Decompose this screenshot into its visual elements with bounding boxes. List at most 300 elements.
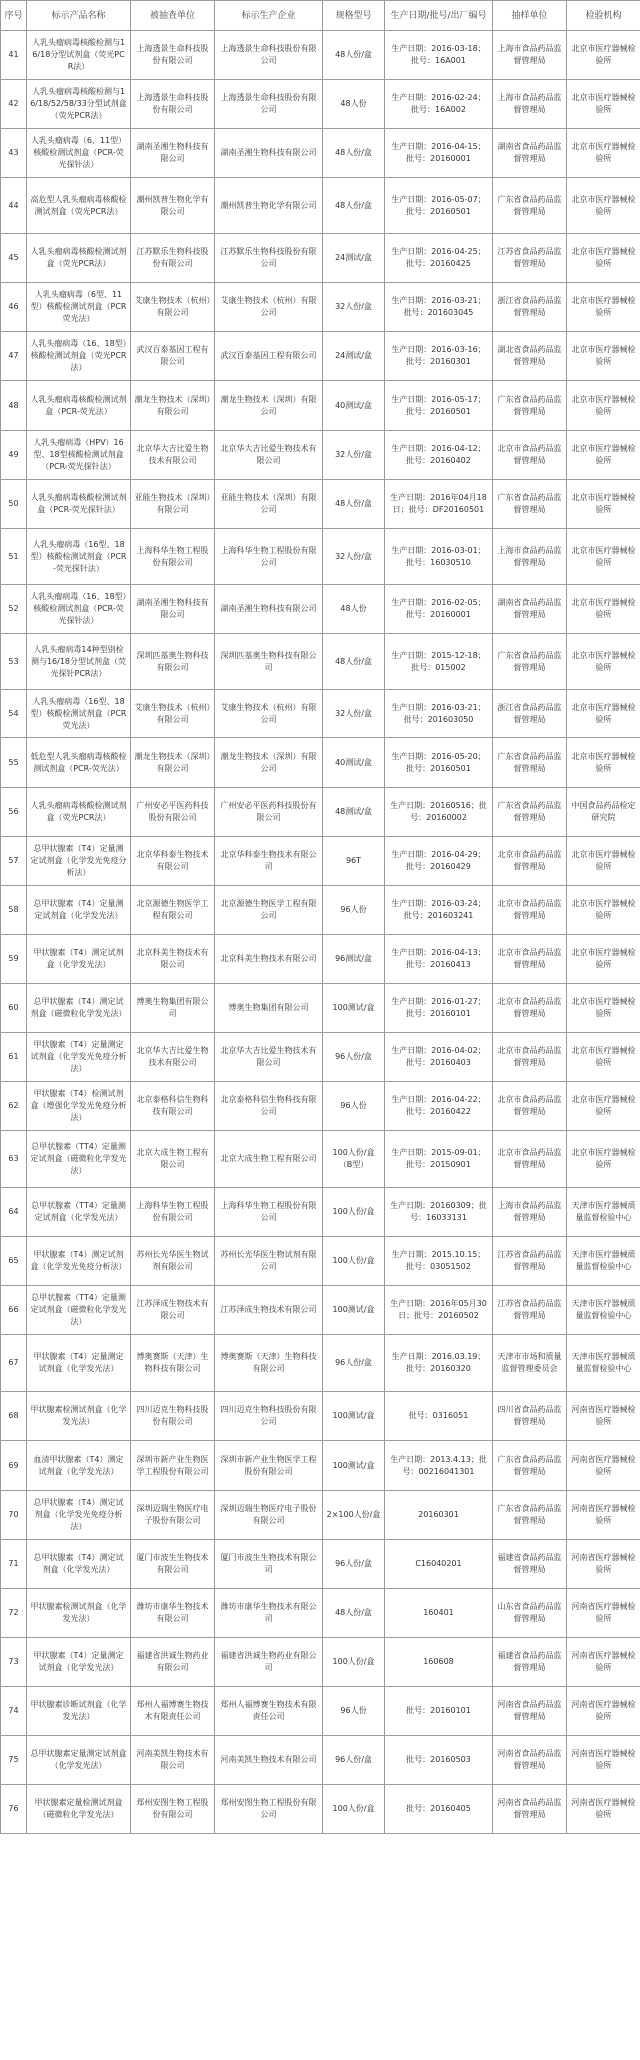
cell-product-name: 甲状腺素（T4）定量测定试剂盒（化学发光法）: [27, 1638, 131, 1687]
cell-spec: 40测试/盒: [323, 738, 385, 788]
cell-product-name: 人乳头瘤病毒核酸检测试剂盒（荧光PCR法）: [27, 234, 131, 283]
cell-manufacturer: 上海透景生命科技股份有限公司: [215, 31, 323, 80]
cell-seq: 70: [1, 1491, 27, 1540]
cell-manufacturer: 苏州长光华医生物试剂有限公司: [215, 1237, 323, 1286]
cell-manufacturer: 湖南圣湘生物科技有限公司: [215, 585, 323, 634]
cell-batch: 生产日期：2016-02-05；批号：20160001: [385, 585, 493, 634]
cell-seq: 67: [1, 1335, 27, 1392]
cell-inspected-unit: 河南美凯生物技术有限公司: [131, 1736, 215, 1785]
cell-seq: 62: [1, 1082, 27, 1131]
cell-inspected-unit: 广州安必平医药科技股份有限公司: [131, 788, 215, 837]
cell-inspected-unit: 北京科美生物技术有限公司: [131, 935, 215, 984]
cell-product-name: 总甲状腺素（TT4）定量测定试剂盒（磁微粒化学发光法）: [27, 1286, 131, 1335]
cell-batch: 生产日期：2016-04-15；批号：20160001: [385, 129, 493, 178]
cell-lab: 北京市医疗器械检验所: [567, 480, 640, 529]
cell-manufacturer: 艾康生物技术（杭州）有限公司: [215, 690, 323, 738]
cell-manufacturer: 武汉百泰基因工程有限公司: [215, 332, 323, 381]
cell-spec: 96人份/盒: [323, 1736, 385, 1785]
table-row: [1, 1392, 640, 1441]
cell-spec: 96测试/盒: [323, 935, 385, 984]
cell-seq: 54: [1, 690, 27, 738]
cell-product-name: 甲状腺素（T4）检测试剂盒（增强化学发光免疫分析法）: [27, 1082, 131, 1131]
cell-batch: 20160301: [385, 1491, 493, 1540]
cell-lab: 北京市医疗器械检验所: [567, 1082, 640, 1131]
cell-manufacturer: 北京华大吉比爱生物技术有限公司: [215, 431, 323, 480]
table-row: [1, 80, 640, 129]
cell-lab: 北京市医疗器械检验所: [567, 129, 640, 178]
cell-spec: 32人份/盒: [323, 283, 385, 332]
cell-spec: 96人份/盒: [323, 1540, 385, 1589]
cell-batch: 生产日期：20160516；批号：20160002: [385, 788, 493, 837]
cell-lab: 北京市医疗器械检验所: [567, 381, 640, 431]
table-row: [1, 585, 640, 634]
cell-inspected-unit: 北京华大吉比爱生物技术有限公司: [131, 1033, 215, 1082]
cell-product-name: 甲状腺素（T4）定量测定试剂盒（化学发光法）: [27, 1335, 131, 1392]
cell-batch: 生产日期：2015.10.15；批号：03051502: [385, 1237, 493, 1286]
table-row: [1, 332, 640, 381]
table-row: [1, 480, 640, 529]
cell-seq: 43: [1, 129, 27, 178]
cell-lab: 北京市医疗器械检验所: [567, 886, 640, 935]
cell-spec: 32人份/盒: [323, 529, 385, 585]
cell-manufacturer: 深圳市新产业生物医学工程股份有限公司: [215, 1441, 323, 1491]
cell-manufacturer: 北京科美生物技术有限公司: [215, 935, 323, 984]
table-row: [1, 1736, 640, 1785]
header-manufacturer: 标示生产企业: [215, 1, 323, 31]
cell-batch: 160401: [385, 1589, 493, 1638]
cell-product-name: 总甲状腺素（T4）测定试剂盒（磁微粒化学发光法）: [27, 984, 131, 1033]
cell-batch: 生产日期：2016-03-01；批号：16030510: [385, 529, 493, 585]
cell-sampling-unit: 江苏省食品药品监督管理局: [493, 1286, 567, 1335]
cell-spec: 48人份: [323, 80, 385, 129]
cell-product-name: 人乳头瘤病毒（16型、18型）核酸检测试剂盒（PCR-荧光探针法）: [27, 529, 131, 585]
cell-sampling-unit: 北京市食品药品监督管理局: [493, 886, 567, 935]
cell-manufacturer: 亚能生物技术（深圳）有限公司: [215, 480, 323, 529]
table-row: [1, 129, 640, 178]
cell-lab: 北京市医疗器械检验所: [567, 837, 640, 886]
cell-inspected-unit: 潮州凯普生物化学有限公司: [131, 178, 215, 234]
cell-sampling-unit: 天津市市场和质量监督管理委员会: [493, 1335, 567, 1392]
header-inspected-unit: 被抽查单位: [131, 1, 215, 31]
cell-manufacturer: 广州安必平医药科技股份有限公司: [215, 788, 323, 837]
cell-product-name: 总甲状腺素（T4）定量测定试剂盒（化学发光免疫分析法）: [27, 837, 131, 886]
cell-sampling-unit: 江苏省食品药品监督管理局: [493, 1237, 567, 1286]
cell-spec: 32人份/盒: [323, 431, 385, 480]
cell-inspected-unit: 北京华大吉比爱生物技术有限公司: [131, 431, 215, 480]
cell-lab: 天津市医疗器械质量监督检验中心: [567, 1335, 640, 1392]
cell-spec: 48人份/盒: [323, 31, 385, 80]
cell-lab: 北京市医疗器械检验所: [567, 283, 640, 332]
cell-inspected-unit: 潍坊市康华生物技术有限公司: [131, 1589, 215, 1638]
cell-batch: C16040201: [385, 1540, 493, 1589]
cell-inspected-unit: 江苏泽成生物技术有限公司: [131, 1286, 215, 1335]
cell-spec: 48人份/盒: [323, 634, 385, 690]
cell-inspected-unit: 厦门市波生生物技术有限公司: [131, 1540, 215, 1589]
cell-inspected-unit: 潮龙生物技术（深圳）有限公司: [131, 738, 215, 788]
cell-inspected-unit: 艾康生物技术（杭州）有限公司: [131, 283, 215, 332]
cell-seq: 42: [1, 80, 27, 129]
cell-product-name: 甲状腺素定量检测试剂盒（磁微粒化学发光法）: [27, 1785, 131, 1834]
cell-product-name: 血清甲状腺素（T4）测定试剂盒（化学发光法）: [27, 1441, 131, 1491]
cell-product-name: 人乳头瘤病毒（6、11型）核酸检测试剂盒（PCR-荧光探针法）: [27, 129, 131, 178]
cell-lab: 北京市医疗器械检验所: [567, 234, 640, 283]
cell-seq: 41: [1, 31, 27, 80]
table-body: [1, 31, 640, 1834]
table-row: [1, 984, 640, 1033]
cell-batch: 生产日期：2016年05月30日；批号：20160502: [385, 1286, 493, 1335]
cell-lab: 河南省医疗器械检验所: [567, 1638, 640, 1687]
cell-spec: 24测试/盒: [323, 332, 385, 381]
cell-batch: 生产日期：2016-03-16；批号：20160301: [385, 332, 493, 381]
cell-batch: 生产日期：2016-01-27；批号：20160101: [385, 984, 493, 1033]
cell-manufacturer: 博奥赛斯（天津）生物科技有限公司: [215, 1335, 323, 1392]
cell-batch: 生产日期：2013.4.13；批号：00216041301: [385, 1441, 493, 1491]
cell-seq: 64: [1, 1188, 27, 1237]
cell-inspected-unit: 上海透景生命科技股份有限公司: [131, 31, 215, 80]
cell-inspected-unit: 湖南圣湘生物科技有限公司: [131, 585, 215, 634]
cell-lab: 天津市医疗器械质量监督检验中心: [567, 1286, 640, 1335]
cell-lab: 北京市医疗器械检验所: [567, 431, 640, 480]
cell-seq: 75: [1, 1736, 27, 1785]
cell-product-name: 甲状腺素（T4）定量测定试剂盒（化学发光免疫分析法）: [27, 1033, 131, 1082]
cell-batch: 生产日期：2016年04月18日；批号：DF20160501: [385, 480, 493, 529]
cell-lab: 河南省医疗器械检验所: [567, 1785, 640, 1834]
cell-spec: 100测试/盒: [323, 1392, 385, 1441]
cell-lab: 河南省医疗器械检验所: [567, 1392, 640, 1441]
cell-sampling-unit: 河南省食品药品监督管理局: [493, 1687, 567, 1736]
cell-lab: 中国食品药品检定研究院: [567, 788, 640, 837]
cell-spec: 100测试/盒: [323, 1441, 385, 1491]
header-lab: 检验机构: [567, 1, 640, 31]
cell-batch: 生产日期：2016-03-18；批号：16A001: [385, 31, 493, 80]
cell-batch: 批号：20160405: [385, 1785, 493, 1834]
cell-seq: 59: [1, 935, 27, 984]
cell-manufacturer: 郑州安图生物工程股份有限公司: [215, 1785, 323, 1834]
cell-batch: 生产日期：2016-04-12；批号：20160402: [385, 431, 493, 480]
table-row: [1, 1589, 640, 1638]
cell-sampling-unit: 广东省食品药品监督管理局: [493, 480, 567, 529]
cell-inspected-unit: 上海科华生物工程股份有限公司: [131, 1188, 215, 1237]
cell-product-name: 甲状腺素检测试剂盒（化学发光法）: [27, 1589, 131, 1638]
table-row: [1, 837, 640, 886]
header-seq: 序号: [1, 1, 27, 31]
cell-product-name: 总甲状腺素（T4）测定试剂盒（化学发光免疫分析法）: [27, 1491, 131, 1540]
cell-manufacturer: 潮州凯普生物化学有限公司: [215, 178, 323, 234]
cell-seq: 63: [1, 1131, 27, 1188]
cell-product-name: 人乳头瘤病毒核酸检测与16/18分型试剂盒（荧光PCR法）: [27, 31, 131, 80]
cell-sampling-unit: 福建省食品药品监督管理局: [493, 1638, 567, 1687]
table-row: [1, 1491, 640, 1540]
cell-manufacturer: 潮龙生物技术（深圳）有限公司: [215, 381, 323, 431]
cell-seq: 57: [1, 837, 27, 886]
cell-product-name: 总甲状腺素（T4）测定试剂盒（化学发光法）: [27, 1540, 131, 1589]
cell-inspected-unit: 深圳市新产业生物医学工程股份有限公司: [131, 1441, 215, 1491]
cell-sampling-unit: 四川省食品药品监督管理局: [493, 1392, 567, 1441]
cell-spec: 48人份/盒: [323, 178, 385, 234]
cell-manufacturer: 深圳匹基奥生物科技有限公司: [215, 634, 323, 690]
table-row: [1, 234, 640, 283]
cell-sampling-unit: 广东省食品药品监督管理局: [493, 1491, 567, 1540]
cell-spec: 48人份: [323, 585, 385, 634]
cell-sampling-unit: 上海市食品药品监督管理局: [493, 1188, 567, 1237]
header-batch: 生产日期/批号/出厂编号: [385, 1, 493, 31]
cell-lab: 河南省医疗器械检验所: [567, 1441, 640, 1491]
table-row: [1, 529, 640, 585]
table-header-row: [1, 1, 640, 31]
table-row: [1, 690, 640, 738]
cell-product-name: 人乳头瘤病毒（HPV）16型、18型核酸检测试剂盒（PCR-荧光探针法）: [27, 431, 131, 480]
cell-seq: 44: [1, 178, 27, 234]
cell-inspected-unit: 四川迈克生物科技股份有限公司: [131, 1392, 215, 1441]
cell-lab: 北京市医疗器械检验所: [567, 332, 640, 381]
table-row: [1, 431, 640, 480]
cell-batch: 生产日期：2016-04-22；批号：20160422: [385, 1082, 493, 1131]
cell-product-name: 人乳头瘤病毒（16、18型）核酸检测试剂盒（PCR-荧光探针法）: [27, 585, 131, 634]
cell-spec: 96人份: [323, 1082, 385, 1131]
cell-inspected-unit: 苏州长光华医生物试剂有限公司: [131, 1237, 215, 1286]
cell-spec: 2×100人份/盒: [323, 1491, 385, 1540]
cell-manufacturer: 北京华科泰生物技术有限公司: [215, 837, 323, 886]
cell-lab: 北京市医疗器械检验所: [567, 738, 640, 788]
table-row: [1, 1687, 640, 1736]
cell-lab: 河南省医疗器械检验所: [567, 1589, 640, 1638]
cell-sampling-unit: 广东省食品药品监督管理局: [493, 178, 567, 234]
cell-inspected-unit: 上海透景生命科技股份有限公司: [131, 80, 215, 129]
cell-manufacturer: 博奥生物集团有限公司: [215, 984, 323, 1033]
cell-manufacturer: 上海科华生物工程股份有限公司: [215, 529, 323, 585]
cell-spec: 100测试/盒: [323, 1286, 385, 1335]
cell-batch: 生产日期：2016-03-24；批号：201603241: [385, 886, 493, 935]
cell-spec: 48人份/盒: [323, 480, 385, 529]
cell-batch: 生产日期：2015-12-18；批号：015002: [385, 634, 493, 690]
cell-sampling-unit: 湖南省食品药品监督管理局: [493, 585, 567, 634]
cell-inspected-unit: 上海科华生物工程股份有限公司: [131, 529, 215, 585]
cell-product-name: 人乳头瘤病毒（16、18型）核酸检测试剂盒（荧光PCR法）: [27, 332, 131, 381]
cell-product-name: 人乳头瘤病毒核酸检测试剂盒（PCR-荧光法）: [27, 381, 131, 431]
table-row: [1, 1286, 640, 1335]
cell-spec: 96人份/盒: [323, 1335, 385, 1392]
cell-seq: 52: [1, 585, 27, 634]
cell-sampling-unit: 浙江省食品药品监督管理局: [493, 690, 567, 738]
cell-manufacturer: 福建省洪诚生物药业有限公司: [215, 1638, 323, 1687]
cell-lab: 河南省医疗器械检验所: [567, 1736, 640, 1785]
cell-product-name: 低危型人乳头瘤病毒核酸检测试剂盒（PCR-荧光法）: [27, 738, 131, 788]
cell-lab: 北京市医疗器械检验所: [567, 634, 640, 690]
cell-product-name: 高危型人乳头瘤病毒核酸检测试剂盒（荧光PCR法）: [27, 178, 131, 234]
cell-product-name: 人乳头瘤病毒核酸检测与16/18/52/58/33分型试剂盒（荧光PCR法）: [27, 80, 131, 129]
cell-product-name: 人乳头瘤病毒核酸检测试剂盒（PCR-荧光探针法）: [27, 480, 131, 529]
table-row: [1, 1188, 640, 1237]
cell-spec: 48人份/盒: [323, 129, 385, 178]
cell-lab: 河南省医疗器械检验所: [567, 1687, 640, 1736]
cell-seq: 55: [1, 738, 27, 788]
cell-spec: 24测试/盒: [323, 234, 385, 283]
cell-batch: 生产日期：2016-05-17；批号：20160501: [385, 381, 493, 431]
header-sampling-unit: 抽样单位: [493, 1, 567, 31]
cell-spec: 100人份/盒: [323, 1237, 385, 1286]
cell-lab: 北京市医疗器械检验所: [567, 984, 640, 1033]
cell-product-name: 总甲状腺素（TT4）定量测定试剂盒（化学发光法）: [27, 1188, 131, 1237]
cell-batch: 160608: [385, 1638, 493, 1687]
cell-seq: 48: [1, 381, 27, 431]
cell-inspected-unit: 深圳匹基奥生物科技有限公司: [131, 634, 215, 690]
cell-manufacturer: 江苏泽成生物技术有限公司: [215, 1286, 323, 1335]
table-row: [1, 1335, 640, 1392]
cell-seq: 53: [1, 634, 27, 690]
cell-sampling-unit: 江苏省食品药品监督管理局: [493, 234, 567, 283]
cell-inspected-unit: 亚能生物技术（深圳）有限公司: [131, 480, 215, 529]
cell-seq: 47: [1, 332, 27, 381]
cell-seq: 58: [1, 886, 27, 935]
table-row: [1, 1785, 640, 1834]
cell-sampling-unit: 北京市食品药品监督管理局: [493, 1131, 567, 1188]
cell-inspected-unit: 北京泰格科信生物科技有限公司: [131, 1082, 215, 1131]
cell-product-name: 总甲状腺素（TT4）定量测定试剂盒（磁微粒化学发光法）: [27, 1131, 131, 1188]
cell-manufacturer: 郑州人福博赛生物技术有限责任公司: [215, 1687, 323, 1736]
cell-manufacturer: 湖南圣湘生物科技有限公司: [215, 129, 323, 178]
cell-seq: 72: [1, 1589, 27, 1638]
cell-batch: 生产日期：2016-03-21；批号：201603045: [385, 283, 493, 332]
cell-spec: 100人份/盒: [323, 1638, 385, 1687]
cell-sampling-unit: 河南省食品药品监督管理局: [493, 1736, 567, 1785]
cell-sampling-unit: 广东省食品药品监督管理局: [493, 1441, 567, 1491]
cell-sampling-unit: 上海市食品药品监督管理局: [493, 529, 567, 585]
cell-lab: 北京市医疗器械检验所: [567, 585, 640, 634]
cell-seq: 51: [1, 529, 27, 585]
cell-manufacturer: 北京源德生物医学工程有限公司: [215, 886, 323, 935]
cell-spec: 32人份/盒: [323, 690, 385, 738]
cell-inspected-unit: 深圳迈瑞生物医疗电子股份有限公司: [131, 1491, 215, 1540]
cell-product-name: 甲状腺素（T4）测定试剂盒（化学发光免疫分析法）: [27, 1237, 131, 1286]
cell-batch: 批号：20160503: [385, 1736, 493, 1785]
cell-product-name: 人乳头瘤病毒核酸检测试剂盒（荧光PCR法）: [27, 788, 131, 837]
cell-lab: 北京市医疗器械检验所: [567, 31, 640, 80]
cell-inspected-unit: 郑州人福博赛生物技术有限责任公司: [131, 1687, 215, 1736]
cell-inspected-unit: 福建省洪诚生物药业有限公司: [131, 1638, 215, 1687]
cell-manufacturer: 潮龙生物技术（深圳）有限公司: [215, 738, 323, 788]
table-row: [1, 634, 640, 690]
cell-manufacturer: 厦门市波生生物技术有限公司: [215, 1540, 323, 1589]
cell-batch: 生产日期：2016-04-25；批号：20160425: [385, 234, 493, 283]
cell-product-name: 总甲状腺素（T4）定量测定试剂盒（化学发光法）: [27, 886, 131, 935]
cell-sampling-unit: 浙江省食品药品监督管理局: [493, 283, 567, 332]
cell-sampling-unit: 广东省食品药品监督管理局: [493, 788, 567, 837]
cell-inspected-unit: 北京大成生物工程有限公司: [131, 1131, 215, 1188]
cell-manufacturer: 河南美凯生物技术有限公司: [215, 1736, 323, 1785]
cell-inspected-unit: 潮龙生物技术（深圳）有限公司: [131, 381, 215, 431]
cell-product-name: 甲状腺素诊断试剂盒（化学发光法）: [27, 1687, 131, 1736]
cell-sampling-unit: 福建省食品药品监督管理局: [493, 1540, 567, 1589]
cell-spec: 100人份/盒: [323, 1785, 385, 1834]
cell-batch: 生产日期：2016-04-13；批号：20160413: [385, 935, 493, 984]
table-row: [1, 1638, 640, 1687]
table-row: [1, 1131, 640, 1188]
cell-product-name: 甲状腺素（T4）测定试剂盒（化学发光法）: [27, 935, 131, 984]
cell-spec: 96人份: [323, 1687, 385, 1736]
cell-inspected-unit: 江苏默乐生物科技股份有限公司: [131, 234, 215, 283]
cell-lab: 天津市医疗器械质量监督检验中心: [567, 1188, 640, 1237]
table-row: [1, 31, 640, 80]
cell-manufacturer: 上海科华生物工程股份有限公司: [215, 1188, 323, 1237]
cell-sampling-unit: 北京市食品药品监督管理局: [493, 837, 567, 886]
cell-spec: 96T: [323, 837, 385, 886]
cell-seq: 74: [1, 1687, 27, 1736]
cell-product-name: 人乳头瘤病毒（6型、11型）核酸检测试剂盒（PCR荧光法）: [27, 283, 131, 332]
cell-batch: 生产日期：2016-04-02；批号：20160403: [385, 1033, 493, 1082]
cell-sampling-unit: 北京市食品药品监督管理局: [493, 1082, 567, 1131]
table-row: [1, 886, 640, 935]
cell-sampling-unit: 北京市食品药品监督管理局: [493, 1033, 567, 1082]
cell-spec: 48测试/盒: [323, 788, 385, 837]
cell-batch: 批号：20160101: [385, 1687, 493, 1736]
cell-manufacturer: 四川迈克生物科技股份有限公司: [215, 1392, 323, 1441]
table-row: [1, 178, 640, 234]
cell-sampling-unit: 广东省食品药品监督管理局: [493, 738, 567, 788]
cell-product-name: 总甲状腺素定量测定试剂盒（化学发光法）: [27, 1736, 131, 1785]
cell-sampling-unit: 河南省食品药品监督管理局: [493, 1785, 567, 1834]
table-row: [1, 1540, 640, 1589]
cell-batch: 生产日期：2016-03-21；批号：201603050: [385, 690, 493, 738]
cell-batch: 生产日期：20160309；批号：16033131: [385, 1188, 493, 1237]
cell-lab: 河南省医疗器械检验所: [567, 1491, 640, 1540]
cell-inspected-unit: 博奥赛斯（天津）生物科技有限公司: [131, 1335, 215, 1392]
table-row: [1, 1237, 640, 1286]
cell-seq: 46: [1, 283, 27, 332]
cell-lab: 北京市医疗器械检验所: [567, 1131, 640, 1188]
cell-spec: 96人份: [323, 886, 385, 935]
cell-manufacturer: 潍坊市康华生物技术有限公司: [215, 1589, 323, 1638]
cell-lab: 天津市医疗器械质量监督检验中心: [567, 1237, 640, 1286]
cell-manufacturer: 北京泰格科信生物科技有限公司: [215, 1082, 323, 1131]
cell-inspected-unit: 博奥生物集团有限公司: [131, 984, 215, 1033]
cell-lab: 北京市医疗器械检验所: [567, 1033, 640, 1082]
cell-lab: 北京市医疗器械检验所: [567, 178, 640, 234]
cell-spec: 100人份/盒: [323, 1188, 385, 1237]
cell-seq: 71: [1, 1540, 27, 1589]
cell-batch: 生产日期：2016-05-07；批号：20160501: [385, 178, 493, 234]
cell-sampling-unit: 山东省食品药品监督管理局: [493, 1589, 567, 1638]
cell-product-name: 人乳头瘤病毒（16型、18型）核酸检测试剂盒（PCR荧光法）: [27, 690, 131, 738]
table-row: [1, 1033, 640, 1082]
cell-sampling-unit: 广东省食品药品监督管理局: [493, 634, 567, 690]
cell-seq: 61: [1, 1033, 27, 1082]
cell-inspected-unit: 北京源德生物医学工程有限公司: [131, 886, 215, 935]
cell-spec: 100人份/盒（B型）: [323, 1131, 385, 1188]
cell-seq: 45: [1, 234, 27, 283]
cell-sampling-unit: 湖南省食品药品监督管理局: [493, 129, 567, 178]
cell-batch: 生产日期：2016-05-20；批号：20160501: [385, 738, 493, 788]
header-product-name: 标示产品名称: [27, 1, 131, 31]
cell-spec: 96人份/盒: [323, 1033, 385, 1082]
cell-seq: 60: [1, 984, 27, 1033]
cell-inspected-unit: 艾康生物技术（杭州）有限公司: [131, 690, 215, 738]
cell-seq: 69: [1, 1441, 27, 1491]
cell-manufacturer: 上海透景生命科技股份有限公司: [215, 80, 323, 129]
cell-inspected-unit: 北京华科泰生物技术有限公司: [131, 837, 215, 886]
cell-sampling-unit: 北京市食品药品监督管理局: [493, 431, 567, 480]
cell-sampling-unit: 北京市食品药品监督管理局: [493, 935, 567, 984]
cell-lab: 河南省医疗器械检验所: [567, 1540, 640, 1589]
table-row: [1, 738, 640, 788]
cell-seq: 76: [1, 1785, 27, 1834]
cell-seq: 73: [1, 1638, 27, 1687]
cell-batch: 生产日期：2016.03.19；批号：20160320: [385, 1335, 493, 1392]
cell-manufacturer: 深圳迈瑞生物医疗电子股份有限公司: [215, 1491, 323, 1540]
cell-sampling-unit: 上海市食品药品监督管理局: [493, 31, 567, 80]
table-row: [1, 788, 640, 837]
cell-sampling-unit: 湖北省食品药品监督管理局: [493, 332, 567, 381]
cell-lab: 北京市医疗器械检验所: [567, 935, 640, 984]
